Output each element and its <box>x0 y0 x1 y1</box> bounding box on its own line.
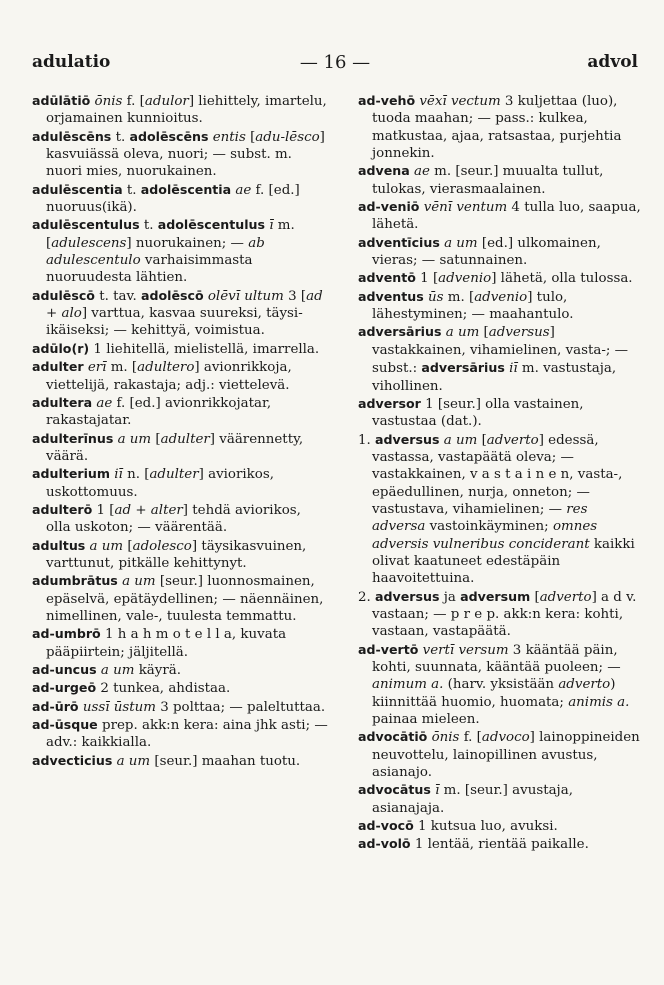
definition-text: 1 h a h m o t e l l a, kuvata pääpiirtein; jäljitellä. <box>46 627 287 660</box>
definition-text: 4 tulla luo, saapua, lähetä. <box>372 200 641 233</box>
definition-text: ] aviorikos, uskottomuus. <box>46 467 274 500</box>
definition-text: 1. <box>358 432 376 448</box>
headword: adulterō <box>32 501 93 517</box>
definition-text: [ <box>477 432 487 448</box>
definition-text: t. <box>111 129 130 145</box>
definition-text: ] väärennetty, väärä. <box>46 431 304 464</box>
headword: adventus <box>358 288 424 304</box>
definition-text: 2. <box>358 589 376 605</box>
definition-text: [ <box>151 431 161 447</box>
dictionary-entry <box>32 340 328 358</box>
definition-text: ) kiinnittää huomio, huomata; <box>372 677 616 710</box>
italic-text: alter <box>150 502 183 518</box>
italic-text: adulter <box>160 431 210 447</box>
definition-text: ] lainoppineiden neuvottelu, lainopillinen avustus, asianajo. <box>372 730 640 781</box>
dictionary-entry <box>32 465 328 501</box>
headword: adulterium <box>32 466 110 482</box>
dictionary-entry <box>358 269 642 287</box>
italic-text: ōnis <box>427 730 460 746</box>
definition-text: m. [ <box>46 218 295 251</box>
italic-text: iī <box>504 361 518 377</box>
dictionary-entry <box>32 287 328 340</box>
dictionary-entry <box>32 661 328 679</box>
definition-text: [ <box>479 325 489 341</box>
headword: adversus <box>375 588 440 604</box>
headword: adventō <box>358 270 416 286</box>
italic-text: a um <box>96 663 135 678</box>
italic-text: a um <box>113 431 152 447</box>
italic-text: adversus <box>488 325 550 341</box>
dictionary-entry <box>32 625 328 661</box>
dictionary-entry <box>358 588 642 641</box>
italic-text: a um <box>117 574 156 590</box>
page-header <box>32 52 638 82</box>
definition-text: [ <box>530 589 540 605</box>
definition-text: painaa mieleen. <box>372 712 480 728</box>
definition-text: ] kasvuiässä oleva, nuori; — subst. m. nuori mies, nuorukainen. <box>46 129 325 180</box>
headword: ad-volō <box>358 836 411 852</box>
italic-text: res adversa <box>372 501 588 535</box>
definition-text: ja <box>439 589 461 605</box>
definition-text: m. [ <box>106 360 138 376</box>
headword: adolēscō <box>140 287 204 303</box>
definition-text: 1 kutsua luo, avuksi. <box>413 819 558 835</box>
header-right-guideword: advol <box>587 52 638 72</box>
headword: ad-vocō <box>358 818 414 834</box>
definition-text: ] vastakkainen, vihamielinen, vasta-; — subst.: <box>372 325 629 377</box>
dictionary-entry <box>358 288 642 324</box>
italic-text: entis <box>208 129 246 145</box>
headword: adolēscentulus <box>157 217 265 233</box>
headword: adulēscō <box>32 287 95 303</box>
definition-text: [ <box>123 538 133 554</box>
definition-text: 3 kääntää päin, kohti, suunnata, kääntää puoleen; — <box>372 642 621 675</box>
definition-text: 1 liehitellä, mielistellä, imarrella. <box>89 341 320 357</box>
headword: ad-umbrō <box>32 626 101 642</box>
headword: adversor <box>358 395 421 411</box>
definition-text: 1 [seur.] olla vastainen, vastustaa (dat.). <box>372 396 584 430</box>
dictionary-entry <box>32 752 328 770</box>
italic-text: adolesco <box>132 538 192 554</box>
italic-text: ussī ūstum <box>78 699 156 715</box>
italic-text: ūs <box>423 289 444 305</box>
dictionary-entry <box>32 572 328 625</box>
definition-text: f. [ <box>122 94 145 109</box>
definition-text: [seur.] maahan tuotu. <box>150 753 301 769</box>
italic-text: iī <box>109 467 123 483</box>
definition-text: [ <box>245 129 256 145</box>
definition-text: t. tav. <box>94 288 141 304</box>
definition-text: + <box>46 306 62 322</box>
dictionary-entry <box>358 431 642 588</box>
definition-text: m. vastustaja, vihollinen. <box>372 361 617 394</box>
definition-text: ] liehittely, imartelu, orjamainen kunnioitus. <box>46 94 327 127</box>
italic-text: adverto <box>539 589 592 605</box>
italic-text: advenio <box>438 271 492 287</box>
definition-text: ] avionrikkoja, viettelijä, rakastaja; adj.: viettelevä. <box>46 360 292 393</box>
dictionary-entry <box>32 430 328 466</box>
headword: adulter <box>32 359 84 375</box>
headword: adūlo(r) <box>32 340 90 356</box>
definition-text: [ed.] ulkomainen, vieras; — satunnainen. <box>372 235 601 269</box>
definition-text: ] tulo, lähestyminen; — maahantulo. <box>372 289 574 323</box>
definition-text: ] tehdä aviorikos, olla uskoton; — väärentää. <box>46 502 301 536</box>
dictionary-entry <box>358 728 642 781</box>
italic-text: adultero <box>137 360 195 376</box>
headword: ad-vertō <box>358 641 419 657</box>
headword: ad-uncus <box>32 662 97 677</box>
definition-text: vastoinkäyminen; <box>425 519 553 535</box>
dictionary-entry <box>32 92 328 128</box>
definition-text: varhaisimmasta nuoruudesta lähtien. <box>46 253 253 286</box>
definition-text: prep. akk:n kera: aina jhk asti; — adv.: kaikkialla. <box>46 718 328 751</box>
definition-text: 1 [ <box>415 271 439 287</box>
definition-text: t. <box>122 182 141 198</box>
dictionary-entry <box>32 128 328 181</box>
headword: advecticius <box>32 752 113 768</box>
right-column <box>358 92 642 854</box>
headword: adulterīnus <box>32 430 114 446</box>
italic-text: a um <box>441 325 480 341</box>
italic-text: animum a. <box>372 677 444 693</box>
headword: ad-ūrō <box>32 698 79 714</box>
definition-text: 3 polttaa; — paleltuttaa. <box>155 699 326 715</box>
definition-text: (harv. yksistään <box>443 677 559 693</box>
headword: adulēscentulus <box>32 217 140 233</box>
headword: ad-urgeō <box>32 680 97 696</box>
italic-text: adulor <box>144 94 189 109</box>
definition-text: ] varttua, kasvaa suureksi, täysi-ikäiseksi; — kehittyä, voimistua. <box>46 306 303 339</box>
italic-text: a um <box>85 538 124 554</box>
headword: adversārius <box>358 324 442 340</box>
dictionary-entry <box>358 641 642 729</box>
dictionary-entry <box>32 679 328 697</box>
definition-text: ] täysikasvuinen, varttunut, pitkälle kehittynyt. <box>46 538 307 571</box>
definition-text: m. [seur.] avustaja, asianajaja. <box>372 783 573 816</box>
dictionary-entry <box>32 501 328 537</box>
definition-text: ] lähetä, olla tulossa. <box>491 271 633 287</box>
headword: advocātus <box>358 782 431 798</box>
italic-text: a um <box>439 235 478 251</box>
italic-text: ad <box>114 502 132 518</box>
headword: ad-veniō <box>358 199 420 215</box>
italic-text: erī <box>83 360 107 376</box>
headword: advocātiō <box>358 729 428 745</box>
definition-text: t. <box>139 218 158 234</box>
definition-text: m. [seur.] muualta tullut, tulokas, vierasmaalainen. <box>372 164 604 197</box>
headword: adversārius <box>421 360 505 376</box>
definition-text: 1 [ <box>92 502 115 518</box>
definition-text: f. [ed.] nuoruus(ikä). <box>46 182 300 216</box>
italic-text: ad <box>306 288 323 304</box>
dictionary-entry <box>358 234 642 270</box>
headword: adolēscēns <box>129 128 209 144</box>
definition-text: f. [ <box>459 730 482 746</box>
definition-text: m. [ <box>443 289 475 305</box>
italic-text: alo <box>61 306 82 322</box>
headword: advena <box>358 163 410 179</box>
dictionary-entry <box>358 817 642 835</box>
italic-text: ae <box>409 164 430 180</box>
page-number: — 16 — <box>299 52 371 73</box>
definition-text: 1 lentää, rientää paikalle. <box>410 837 589 853</box>
definition-text: 2 tunkea, ahdistaa. <box>96 681 231 697</box>
italic-text: ī <box>430 783 440 799</box>
italic-text: adu-lēsco <box>255 129 320 145</box>
italic-text: olēvī ultum <box>203 288 284 304</box>
definition-text: n. [ <box>122 467 150 483</box>
italic-text: adverto <box>486 432 539 448</box>
headword: ad-ūsque <box>32 717 98 733</box>
italic-text: advenio <box>474 289 528 305</box>
definition-text: ] nuorukainen; — <box>126 235 249 251</box>
dictionary-entry <box>32 358 328 394</box>
italic-text: adulter <box>149 467 199 483</box>
italic-text: advoco <box>481 730 530 746</box>
header-left-guideword: adulatio <box>32 52 111 72</box>
dictionary-entry <box>32 216 328 286</box>
italic-text: animis a. <box>568 694 630 710</box>
definition-text: kaikki olivat kaatuneet edestäpäin haavoitettuina. <box>372 536 635 587</box>
dictionary-entry <box>32 181 328 217</box>
dictionary-entry <box>32 698 328 716</box>
italic-text: ae <box>92 395 113 411</box>
italic-text: vertī versum <box>418 642 509 658</box>
italic-text: adverto <box>558 677 611 693</box>
headword: adolēscentia <box>140 181 232 197</box>
dictionary-entry <box>358 395 642 431</box>
italic-text: a um <box>112 753 151 769</box>
dictionary-entry <box>358 323 642 394</box>
italic-text: omnes adversis vulneribus conciderant <box>372 519 598 552</box>
dictionary-entry <box>358 92 642 162</box>
italic-text: a um <box>439 432 478 448</box>
dictionary-entry <box>358 162 642 198</box>
headword: adultera <box>32 394 93 410</box>
italic-text: vēnī ventum <box>419 200 508 216</box>
definition-text: [seur.] luonnosmainen, epäselvä, epätäydellinen; — näennäinen, nimellinen, vale-, tuulesta temmattu. <box>46 574 324 624</box>
italic-text: vēxī vectum <box>415 94 501 109</box>
definition-text: ] edessä, vastassa, vastapäätä oleva; — vastakkainen, v a s t a i n e n, vasta-, epäedullinen, nurja, onneton; — vastustava, vihamielinen; — <box>372 432 623 517</box>
definition-text: f. [ed.] avionrikkojatar, rakastajatar. <box>46 395 272 429</box>
headword: adulēscentia <box>32 181 123 197</box>
dictionary-entry <box>358 781 642 817</box>
italic-text: ī <box>265 218 274 234</box>
italic-text: adulescens <box>51 235 127 251</box>
dictionary-entry <box>32 716 328 752</box>
headword: adumbrātus <box>32 573 118 589</box>
definition-text: 3 [ <box>283 288 307 304</box>
headword: adulēscēns <box>32 128 112 144</box>
italic-text: ae <box>231 182 252 198</box>
definition-text: 3 kuljettaa (luo), tuoda maahan; — pass.: kulkea, matkustaa, ajaa, ratsastaa, purjehtia jonnekin. <box>372 94 622 162</box>
headword: adultus <box>32 537 86 553</box>
definition-text: + <box>131 502 151 518</box>
headword: adventīcius <box>358 234 440 250</box>
headword: adversum <box>460 588 531 604</box>
definition-text: ] a d v. vastaan; — p r e p. akk:n kera: kohti, vastaan, vastapäätä. <box>372 589 637 640</box>
dictionary-entry <box>32 537 328 573</box>
dictionary-entry <box>32 394 328 430</box>
headword: ad-vehō <box>358 93 416 108</box>
headword: adūlātiō <box>32 93 91 108</box>
italic-text: ōnis <box>90 94 123 109</box>
left-column <box>32 92 328 770</box>
headword: adversus <box>375 431 440 447</box>
dictionary-entry <box>358 835 642 853</box>
dictionary-entry <box>358 198 642 234</box>
definition-text: käyrä. <box>134 663 181 678</box>
italic-text: ab adulescentulo <box>46 235 265 269</box>
